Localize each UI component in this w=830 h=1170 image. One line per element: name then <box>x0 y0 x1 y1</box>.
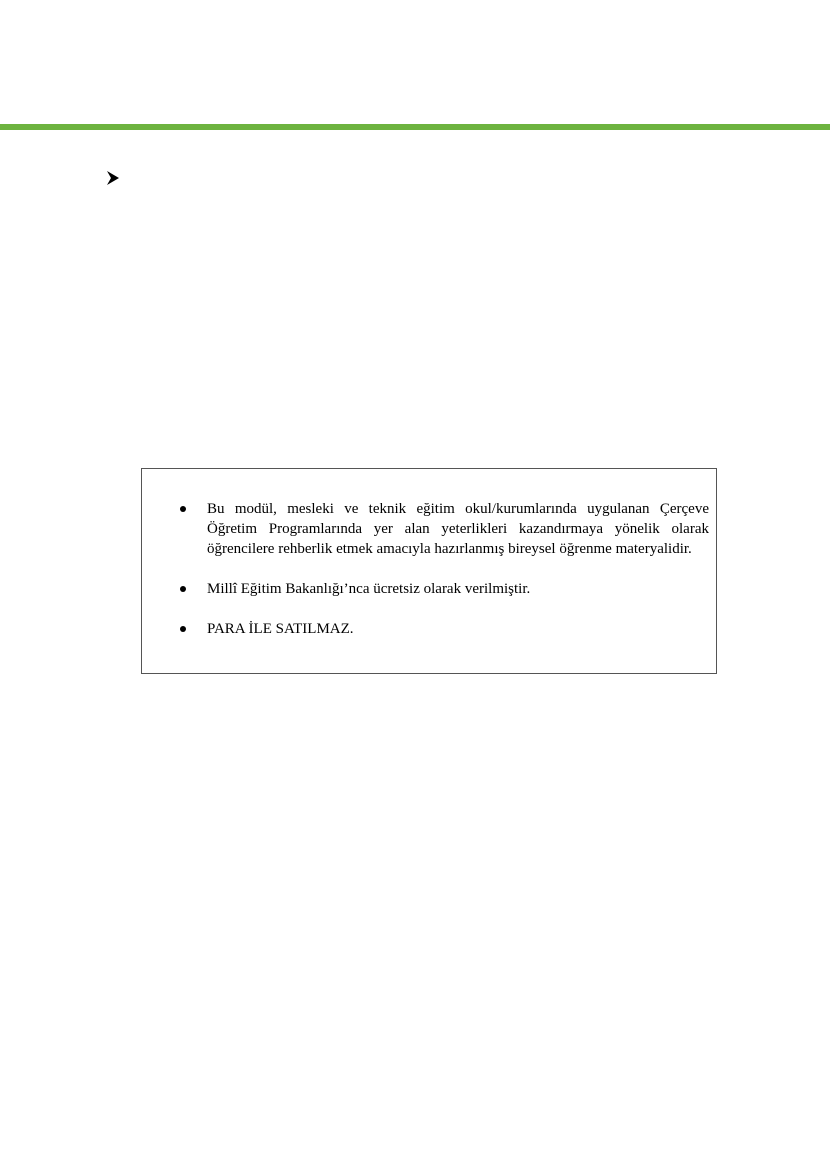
list-item <box>176 619 709 639</box>
notice-text: Millî Eğitim Bakanlığı’nca ücretsiz olarak verilmiştir. <box>207 581 531 597</box>
list-item <box>176 499 709 559</box>
list-item <box>176 579 709 599</box>
bullet-dot-icon <box>180 626 186 632</box>
top-green-rule <box>0 124 830 130</box>
notice-text: Bu modül, mesleki ve teknik eğitim okul/kurumlarında uygulanan Çerçeve Öğretim Programlarında yer alan yeterlikleri kazandırmaya yönelik olarak öğrencilere rehberlik etmek amacıyla hazırlanmış bireysel öğrenme materyalidir. <box>207 501 709 557</box>
bullet-dot-icon <box>180 506 186 512</box>
notice-list <box>176 499 709 639</box>
notice-box <box>141 468 717 674</box>
notice-text: PARA İLE SATILMAZ. <box>207 621 354 637</box>
bullet-dot-icon <box>180 586 186 592</box>
arrowhead-bullet-icon <box>106 170 120 186</box>
